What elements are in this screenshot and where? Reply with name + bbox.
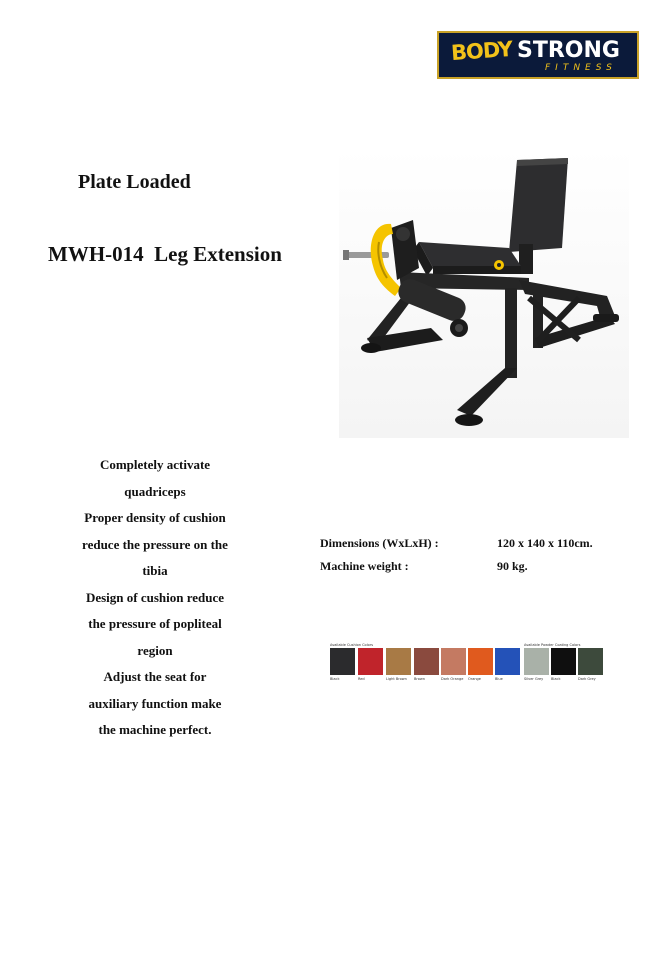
feature-line: tibia <box>142 563 168 578</box>
feature-line: the machine perfect. <box>98 722 212 737</box>
brand-logo <box>437 31 639 79</box>
swatch-black <box>330 648 355 675</box>
swatch-silver-grey <box>524 648 549 675</box>
weight-value: 90 kg. <box>497 559 528 573</box>
logo-word-body: BODY <box>450 36 513 66</box>
swatch-label: Light Brown <box>386 677 407 681</box>
swatch-red <box>358 648 383 675</box>
feature-line: region <box>137 642 173 658</box>
swatch-dark-grey <box>578 648 603 675</box>
swatch-label: Orange <box>468 677 481 681</box>
swatch-dark-orange <box>441 648 466 675</box>
color-swatch-chart <box>330 643 606 687</box>
feature-line: Proper density of cushion <box>84 510 226 525</box>
feature-line: the pressure of popliteal <box>88 616 222 631</box>
weight-label: Machine weight : <box>320 559 409 573</box>
dimensions-label: Dimensions (WxLxH) : <box>320 536 439 550</box>
feature-line: reduce the pressure on the <box>82 536 228 552</box>
feature-line: Completely activate <box>99 457 211 472</box>
logo-word-strong: STRONG <box>517 38 620 63</box>
feature-line: auxiliary function make <box>88 695 222 711</box>
swatch-orange <box>468 648 493 675</box>
swatch-label: Dark Grey <box>578 677 596 681</box>
swatch-label: Dark Orange <box>441 677 464 681</box>
swatch-label: Blue <box>495 677 503 681</box>
swatch-frame-black <box>551 648 576 675</box>
swatch-label: Black <box>330 677 340 681</box>
swatch-blue <box>495 648 520 675</box>
leg-extension-machine-image <box>339 148 629 438</box>
feature-line: quadriceps <box>124 483 186 499</box>
product-title: MWH-014 Leg Extension <box>48 242 282 266</box>
swatch-brown <box>414 648 439 675</box>
frame-colors-heading: Available Powder Coating Colors <box>524 643 581 647</box>
dimensions-value: 120 x 140 x 110cm. <box>497 536 593 550</box>
swatch-label: Brown <box>414 677 425 681</box>
swatch-light-brown <box>386 648 411 675</box>
swatch-label: Red <box>358 677 365 681</box>
feature-line: Design of cushion reduce <box>85 589 225 605</box>
swatch-label: Silver Grey <box>524 677 544 681</box>
feature-list <box>60 452 250 744</box>
product-category: Plate Loaded <box>78 171 191 193</box>
logo-word-fitness: FITNESS <box>545 63 617 73</box>
cushion-colors-heading: Available Cushion Colors <box>330 643 374 647</box>
swatch-label: Black <box>551 677 561 681</box>
feature-line: Adjust the seat for <box>103 669 207 684</box>
